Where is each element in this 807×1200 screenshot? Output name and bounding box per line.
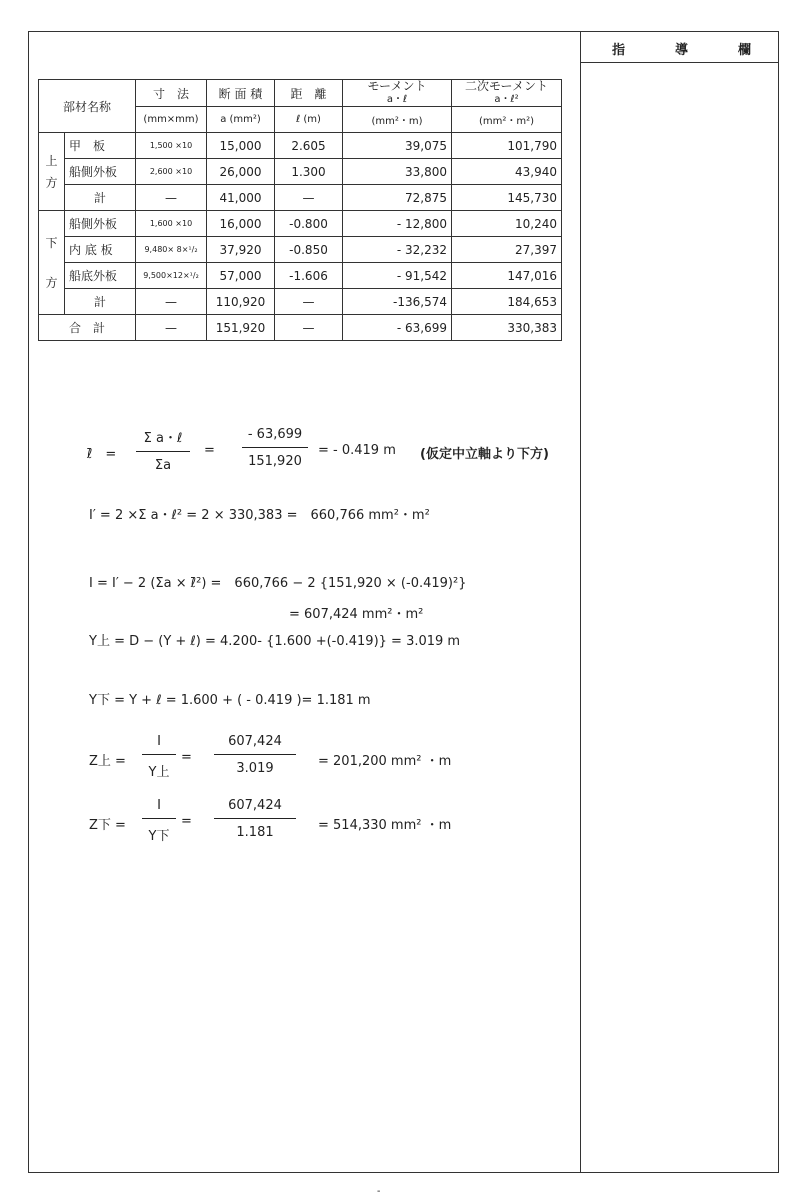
lbar-result: = - 0.419 m: [318, 443, 396, 458]
z-upper-lhs: Z上 =: [89, 754, 126, 769]
table-row: [39, 237, 562, 263]
moment: 72,875: [343, 185, 452, 211]
z-lower-result: = 514,330 mm² ・m: [318, 818, 452, 833]
area: 26,000: [207, 159, 275, 185]
unit-distance: ℓ (m): [275, 107, 343, 133]
i-formula-line-1: I = I′ − 2 (Σa × ℓ̄²) = 660,766 − 2 {151,920 × (-0.419)²}: [89, 576, 467, 591]
area: 15,000: [207, 133, 275, 159]
z-upper-denominator-2: 3.019: [236, 761, 274, 776]
header-part-name: 部材名称: [39, 80, 136, 133]
y-upper-formula: Y上 = D − (Y + ℓ) = 4.200- {1.600 +(-0.419)} = 3.019 m: [89, 634, 461, 649]
group-lower: 下方: [39, 211, 65, 315]
moment: - 12,800: [343, 211, 452, 237]
page-frame: [28, 31, 779, 1173]
total-moment: - 63,699: [343, 315, 452, 341]
lbar-numerator-2: - 63,699: [242, 427, 308, 448]
distance: 1.300: [275, 159, 343, 185]
z-lower-numerator-2: 607,424: [214, 798, 296, 819]
table-row: [39, 289, 562, 315]
moment: -136,574: [343, 289, 452, 315]
guide-column-divider: [580, 32, 581, 1172]
dimension: —: [136, 185, 207, 211]
second-moment: 147,016: [452, 263, 562, 289]
dimension: 1,500 ×10: [136, 133, 207, 159]
part-name: 甲 板: [65, 133, 136, 159]
table-header-row: [39, 80, 562, 107]
dimension: 1,600 ×10: [136, 211, 207, 237]
total-second-moment: 330,383: [452, 315, 562, 341]
z-upper-numerator-2: 607,424: [214, 734, 296, 755]
dimension: 2,600 ×10: [136, 159, 207, 185]
total-label: 合 計: [39, 315, 136, 341]
dimension: —: [136, 289, 207, 315]
distance: -0.850: [275, 237, 343, 263]
header-area: 断 面 積: [207, 80, 275, 107]
header-second-moment-symbol: a・ℓ²: [494, 94, 519, 105]
distance: -1.606: [275, 263, 343, 289]
lbar-fraction-2: [242, 427, 308, 469]
table-row: [39, 159, 562, 185]
z-upper-equals: =: [181, 750, 192, 765]
distance: —: [275, 185, 343, 211]
lbar-lhs: ℓ̄ =: [87, 447, 117, 462]
lbar-note: (仮定中立軸より下方): [420, 447, 549, 462]
second-moment: 43,940: [452, 159, 562, 185]
z-lower-equals: =: [181, 814, 192, 829]
moment: 33,800: [343, 159, 452, 185]
guide-header-char-3: 欄: [738, 43, 752, 58]
z-upper-fraction-1: [142, 734, 176, 780]
unit-area: a (mm²): [207, 107, 275, 133]
lbar-numerator-1: Σ a・ℓ: [136, 427, 190, 452]
header-dimension: 寸 法: [136, 80, 207, 107]
lbar-denominator-2: 151,920: [248, 454, 302, 469]
unit-dimension: (mm×mm): [136, 107, 207, 133]
area: 110,920: [207, 289, 275, 315]
part-name: 船側外板: [65, 211, 136, 237]
table-total-row: [39, 315, 562, 341]
lbar-fraction-1: [136, 427, 190, 473]
z-upper-fraction-2: [214, 734, 296, 776]
area: 57,000: [207, 263, 275, 289]
dimension: 9,500×12×¹/₂: [136, 263, 207, 289]
header-moment-symbol: a・ℓ: [386, 94, 408, 105]
table-row: [39, 263, 562, 289]
z-upper-denominator-1: Y上: [148, 765, 170, 780]
part-name: 船側外板: [65, 159, 136, 185]
z-lower-denominator-2: 1.181: [236, 825, 274, 840]
page-mark: -: [377, 1186, 381, 1197]
i-formula-line-2: = 607,424 mm²・m²: [289, 607, 424, 622]
distance: —: [275, 289, 343, 315]
header-second-moment: [452, 80, 562, 107]
unit-moment: (mm²・m): [343, 107, 452, 133]
part-name: 計: [65, 185, 136, 211]
i-prime-formula: I′ = 2 ×Σ a・ℓ² = 2 × 330,383 = 660,766 mm²・m²: [89, 508, 430, 523]
table-row: [39, 211, 562, 237]
moment: 39,075: [343, 133, 452, 159]
table-row: [39, 185, 562, 211]
second-moment: 10,240: [452, 211, 562, 237]
header-moment: [343, 80, 452, 107]
moment: - 32,232: [343, 237, 452, 263]
header-distance: 距 離: [275, 80, 343, 107]
group-upper: 上方: [39, 133, 65, 211]
dimension: 9,480× 8×¹/₂: [136, 237, 207, 263]
z-lower-denominator-1: Y下: [148, 829, 170, 844]
table-row: [39, 133, 562, 159]
header-second-moment-label: 二次モーメント: [465, 79, 548, 93]
moment: - 91,542: [343, 263, 452, 289]
z-lower-fraction-1: [142, 798, 176, 844]
second-moment: 27,397: [452, 237, 562, 263]
second-moment: 101,790: [452, 133, 562, 159]
second-moment: 184,653: [452, 289, 562, 315]
area: 37,920: [207, 237, 275, 263]
z-upper-result: = 201,200 mm² ・m: [318, 754, 452, 769]
guide-column-header: [580, 32, 778, 63]
area: 16,000: [207, 211, 275, 237]
y-lower-formula: Y下 = Y + ℓ = 1.600 + ( - 0.419 )= 1.181 m: [89, 693, 371, 708]
total-dimension: —: [136, 315, 207, 341]
header-moment-label: モーメント: [367, 79, 427, 93]
z-lower-lhs: Z下 =: [89, 818, 126, 833]
z-lower-numerator-1: I: [142, 798, 176, 819]
distance: 2.605: [275, 133, 343, 159]
guide-header-char-1: 指: [612, 43, 626, 58]
part-name: 内 底 板: [65, 237, 136, 263]
part-name: 船底外板: [65, 263, 136, 289]
z-lower-fraction-2: [214, 798, 296, 840]
total-area: 151,920: [207, 315, 275, 341]
unit-second-moment: (mm²・m²): [452, 107, 562, 133]
guide-header-char-2: 導: [675, 43, 689, 58]
section-modulus-table: [38, 79, 562, 341]
z-upper-numerator-1: I: [142, 734, 176, 755]
second-moment: 145,730: [452, 185, 562, 211]
distance: -0.800: [275, 211, 343, 237]
total-distance: —: [275, 315, 343, 341]
lbar-denominator-1: Σa: [154, 458, 172, 473]
area: 41,000: [207, 185, 275, 211]
lbar-equals: =: [204, 443, 215, 458]
part-name: 計: [65, 289, 136, 315]
